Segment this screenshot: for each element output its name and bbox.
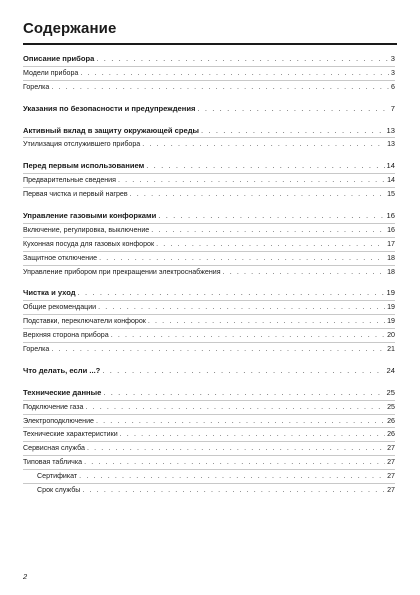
toc-section xyxy=(23,53,395,94)
toc-entry-label: Управление газовыми конфорками xyxy=(23,211,157,221)
toc-entry[interactable] xyxy=(23,315,395,329)
dot-leader xyxy=(197,103,388,116)
dot-leader xyxy=(130,188,385,201)
dot-leader xyxy=(148,315,385,328)
toc-entry[interactable] xyxy=(23,401,395,415)
toc-entry[interactable] xyxy=(23,67,395,81)
toc-section xyxy=(23,387,395,497)
toc-entry-page: 20 xyxy=(387,331,395,340)
dot-leader xyxy=(80,67,389,80)
toc-section xyxy=(23,210,395,278)
toc-entry-label: Включение, регулировка, выключение xyxy=(23,225,150,234)
toc-entry-page: 7 xyxy=(390,103,395,113)
toc-entry[interactable] xyxy=(23,266,395,279)
toc-entry-page: 19 xyxy=(386,288,395,298)
toc-section xyxy=(23,287,395,355)
toc-entry-label: Электроподключение xyxy=(23,416,94,425)
toc-entry-page: 25 xyxy=(386,387,395,397)
toc-entry[interactable] xyxy=(23,138,395,151)
dot-leader xyxy=(85,401,385,414)
toc-section xyxy=(23,125,395,152)
dot-leader xyxy=(118,174,385,187)
toc-entry-page: 27 xyxy=(387,472,395,481)
page-number: 2 xyxy=(23,572,28,581)
toc-entry-label: Модели прибора xyxy=(23,68,79,77)
toc-entry-page: 3 xyxy=(390,54,395,63)
toc-section-heading[interactable] xyxy=(23,160,395,174)
toc-section-heading[interactable] xyxy=(23,287,395,301)
toc-entry-label: Что делать, если ...? xyxy=(23,365,101,375)
page-title: Содержание xyxy=(23,20,117,37)
toc-entry-page: 27 xyxy=(387,486,395,495)
dot-leader xyxy=(96,53,388,66)
toc-section-heading[interactable] xyxy=(23,210,395,224)
toc-entry[interactable] xyxy=(23,252,395,266)
toc-entry-page: 19 xyxy=(387,303,395,312)
toc-entry-page: 13 xyxy=(387,140,395,149)
toc-entry-label: Предварительные сведения xyxy=(23,176,116,185)
dot-leader xyxy=(82,484,385,497)
toc-entry-page: 16 xyxy=(387,225,395,234)
dot-leader xyxy=(78,287,385,300)
toc-entry-page: 25 xyxy=(387,402,395,411)
toc-entry-label: Перед первым использованием xyxy=(23,161,145,171)
toc-entry[interactable] xyxy=(23,442,395,456)
title-divider xyxy=(23,43,397,45)
table-of-contents xyxy=(23,53,395,506)
toc-entry-label: Подставки, переключатели конфорок xyxy=(23,317,146,326)
toc-entry-label: Верхняя сторона прибора xyxy=(23,331,109,340)
toc-entry-page: 3 xyxy=(391,68,395,77)
dot-leader xyxy=(158,210,384,223)
toc-entry[interactable] xyxy=(23,301,395,315)
toc-entry-page: 16 xyxy=(386,211,395,221)
toc-entry-page: 13 xyxy=(386,125,395,135)
dot-leader xyxy=(223,266,386,279)
toc-entry[interactable] xyxy=(23,224,395,238)
toc-entry-page: 27 xyxy=(387,444,395,453)
toc-entry-page: 18 xyxy=(387,267,395,276)
toc-entry[interactable] xyxy=(23,343,395,356)
dot-leader xyxy=(120,428,385,441)
toc-entry-label: Сервисная служба xyxy=(23,444,85,453)
toc-entry-label: Горелка xyxy=(23,82,50,91)
toc-entry-page: 21 xyxy=(387,345,395,354)
toc-entry-page: 26 xyxy=(387,416,395,425)
toc-entry-label: Первая чистка и первый нагрев xyxy=(23,190,128,199)
toc-entry-label: Указания по безопасности и предупреждения xyxy=(23,103,196,113)
dot-leader xyxy=(201,125,385,138)
dot-leader xyxy=(51,343,385,356)
toc-entry-label: Сертификат xyxy=(37,472,78,481)
toc-entry-label: Срок службы xyxy=(37,486,81,495)
dot-leader xyxy=(156,238,385,251)
toc-entry-page: 14 xyxy=(387,176,395,185)
dot-leader xyxy=(96,415,385,428)
dot-leader xyxy=(87,442,385,455)
dot-leader xyxy=(79,470,385,483)
toc-entry-page: 17 xyxy=(387,239,395,248)
toc-section-heading[interactable] xyxy=(23,387,395,401)
toc-entry[interactable] xyxy=(23,456,395,470)
toc-section xyxy=(23,365,395,378)
toc-entry-label: Утилизация отслужившего прибора xyxy=(23,140,141,149)
dot-leader xyxy=(111,329,385,342)
dot-leader xyxy=(146,160,384,173)
toc-entry-page: 27 xyxy=(387,458,395,467)
toc-entry[interactable] xyxy=(23,81,395,94)
toc-entry-label: Защитное отключение xyxy=(23,253,98,262)
toc-entry-page: 14 xyxy=(386,161,395,171)
toc-entry-page: 24 xyxy=(386,365,395,375)
toc-entry-label: Общие рекомендации xyxy=(23,303,97,312)
toc-section-heading[interactable] xyxy=(23,125,395,139)
toc-section-heading[interactable] xyxy=(23,53,395,67)
toc-entry-label: Подключение газа xyxy=(23,402,84,411)
toc-entry-label: Чистка и уход xyxy=(23,288,76,298)
dot-leader xyxy=(51,81,389,94)
toc-entry-page: 15 xyxy=(387,190,395,199)
toc-entry-label: Типовая табличка xyxy=(23,458,83,467)
toc-entry[interactable] xyxy=(23,238,395,252)
toc-entry[interactable] xyxy=(23,484,395,497)
dot-leader xyxy=(151,224,385,237)
toc-entry[interactable] xyxy=(23,415,395,429)
toc-entry-label: Описание прибора xyxy=(23,54,95,63)
toc-entry-label: Горелка xyxy=(23,345,50,354)
dot-leader xyxy=(99,252,385,265)
toc-entry-label: Технические данные xyxy=(23,387,102,397)
toc-entry-label: Активный вклад в защиту окружающей среды xyxy=(23,125,199,135)
dot-leader xyxy=(102,365,384,378)
dot-leader xyxy=(103,387,384,400)
toc-entry-page: 18 xyxy=(387,253,395,262)
dot-leader xyxy=(98,301,385,314)
toc-entry[interactable] xyxy=(23,428,395,442)
toc-entry[interactable] xyxy=(23,470,395,484)
toc-section-heading[interactable] xyxy=(23,103,395,116)
toc-section xyxy=(23,160,395,201)
toc-entry[interactable] xyxy=(23,329,395,343)
toc-entry-label: Технические характеристики xyxy=(23,430,118,439)
dot-leader xyxy=(142,138,385,151)
dot-leader xyxy=(84,456,385,469)
toc-entry[interactable] xyxy=(23,188,395,201)
toc-entry-page: 6 xyxy=(391,82,395,91)
toc-entry-page: 26 xyxy=(387,430,395,439)
toc-entry[interactable] xyxy=(23,174,395,188)
toc-entry-page: 19 xyxy=(387,317,395,326)
toc-section-heading[interactable] xyxy=(23,365,395,378)
toc-section xyxy=(23,103,395,116)
toc-entry-label: Управление прибором при прекращении электроснабжения xyxy=(23,267,221,276)
toc-entry-label: Кухонная посуда для газовых конфорок xyxy=(23,239,155,248)
